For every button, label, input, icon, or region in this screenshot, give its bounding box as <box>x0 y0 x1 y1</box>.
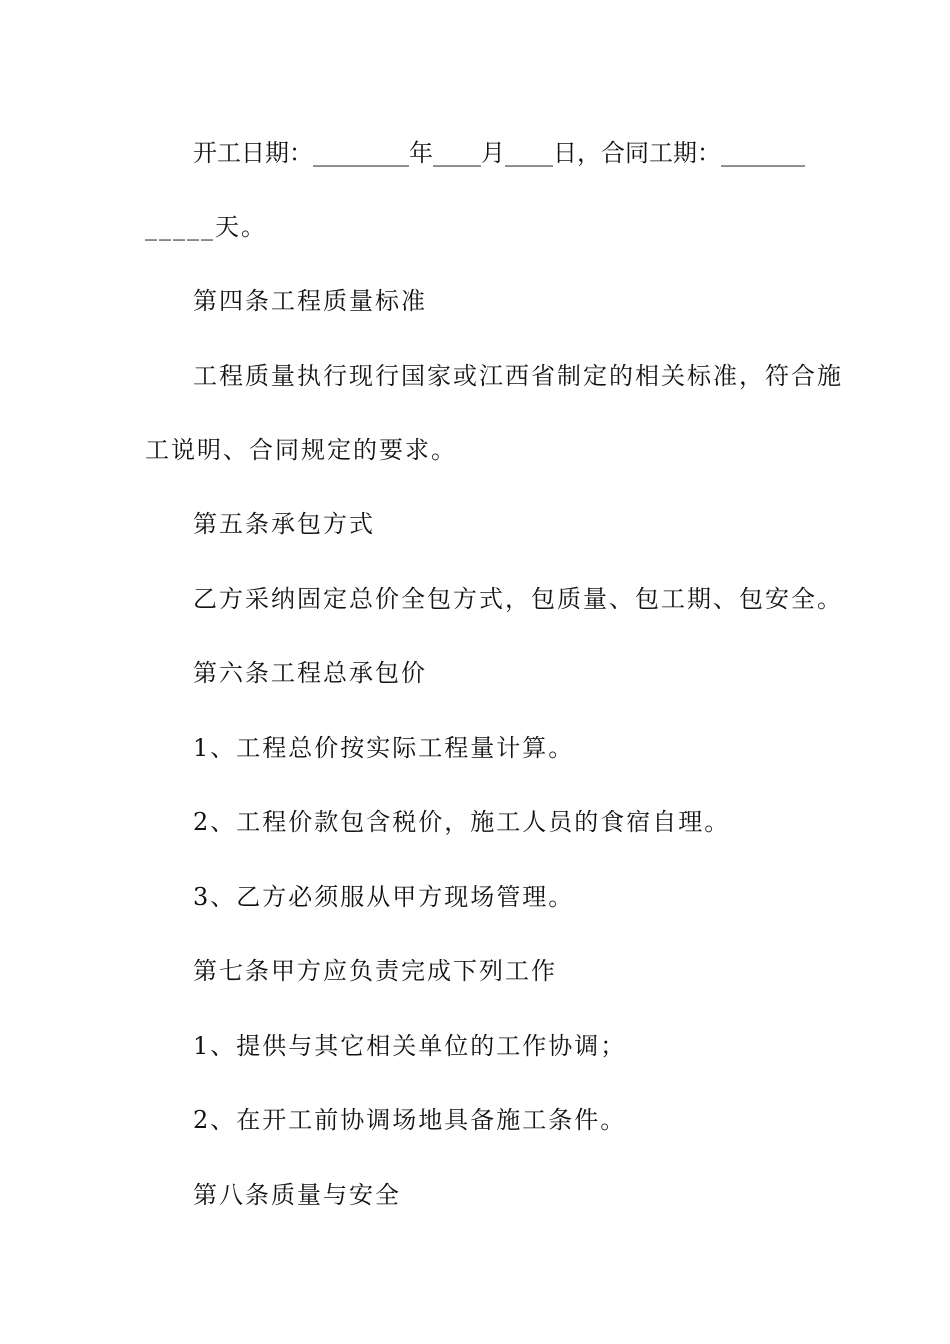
section-heading-8: 第八条质量与安全 <box>193 1181 401 1209</box>
list-item: 1、提供与其它相关单位的工作协调； <box>193 1032 627 1060</box>
quality-standard-paragraph: 工程质量执行现行国家或江西省制定的相关标准，符合施 <box>193 362 843 390</box>
start-date-text: 开工日期：________年____月____日，合同工期：_______ <box>193 139 805 167</box>
list-item: 1、工程总价按实际工程量计算。 <box>193 734 575 762</box>
list-item: 3、乙方必须服从甲方现场管理。 <box>193 883 575 911</box>
section-heading-6: 第六条工程总承包价 <box>193 659 427 687</box>
quality-standard-paragraph-continued: 工说明、合同规定的要求。 <box>145 436 457 464</box>
section-heading-7: 第七条甲方应负责完成下列工作 <box>193 957 557 985</box>
list-item: 2、工程价款包含税价，施工人员的食宿自理。 <box>193 808 731 836</box>
start-date-line-continued: _____天。 <box>145 213 267 241</box>
section-heading-4: 第四条工程质量标准 <box>193 287 427 315</box>
section-heading-5: 第五条承包方式 <box>193 510 375 538</box>
contract-method-paragraph: 乙方采纳固定总价全包方式，包质量、包工期、包安全。 <box>193 585 843 613</box>
list-item: 2、在开工前协调场地具备施工条件。 <box>193 1106 627 1134</box>
start-date-line <box>193 138 805 168</box>
